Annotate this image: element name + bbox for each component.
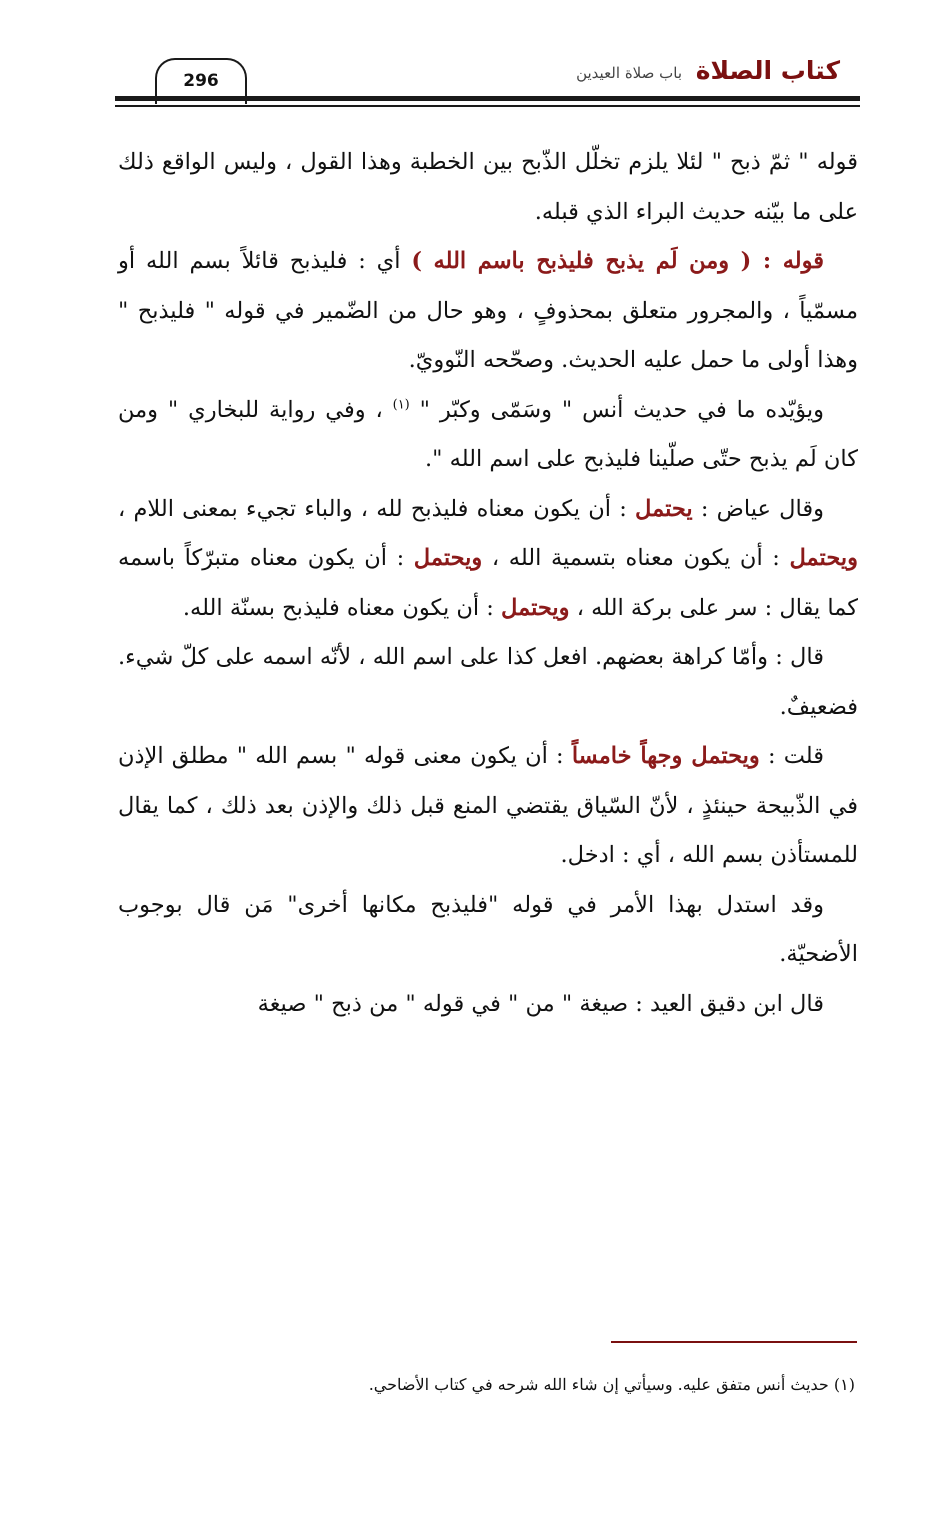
highlighted-term: ويحتمل [501, 594, 570, 621]
text-run: : أن يكون معناه فليذبح لله ، والباء تجيء بمعنى اللام ، [118, 495, 636, 522]
text-run: قال ابن دقيق العيد : صيغة " من " في قوله " من ذبح " صيغة [257, 990, 824, 1017]
highlighted-term: قوله : ( ومن لَم يذبح فليذبح باسم الله ) [411, 248, 824, 274]
book-title: كتاب الصلاة [695, 56, 840, 85]
highlighted-term: يحتمل [635, 495, 693, 522]
page-header [115, 50, 860, 112]
text-run: قوله " ثمّ ذبح " لئلا يلزم تخلّل الذّبح بين الخطبة وهذا القول ، وليس الواقع ذلك على ما بيّنه حديث البراء الذي قبله. [118, 149, 858, 225]
footnote-separator [611, 1341, 857, 1343]
highlighted-term: ويحتمل وجهاً خامساً [571, 743, 760, 769]
paragraph [118, 633, 858, 732]
highlighted-term: ويحتمل [413, 545, 483, 571]
header-rule-thick [115, 96, 860, 101]
paragraph [118, 386, 858, 485]
header-rule-thin [115, 105, 860, 107]
text-run: : أن يكون معناه متبرّكاً باسمه كما يقال : سر على بركة الله ، [118, 545, 858, 621]
text-run: ويؤيّده ما في حديث أنس " وسَمّى وكبّر " [409, 396, 824, 423]
chapter-title: باب صلاة العيدين [576, 64, 682, 82]
text-run: : أن يكون معناه بتسمية الله ، [482, 545, 790, 571]
paragraph [118, 485, 858, 634]
text-run: : أن يكون معناه فليذبح بسنّة الله. [182, 594, 502, 621]
text-run: أي : فليذبح قائلاً بسم الله أو مسمّياً ، والمجرور متعلق بمحذوفٍ ، وهو حال من الضّمير في قوله " فليذبح " وهذا أولى ما حمل عليه الحديث. وصحّحه النّوويّ. [118, 248, 858, 373]
paragraph [118, 980, 858, 1030]
text-run: ، وفي رواية للبخاري " ومن كان لَم يذبح حتّى صلّينا فليذبح على اسم الله ". [118, 396, 858, 472]
footnote-marker: (١) [392, 397, 410, 412]
text-run: قلت : [759, 743, 825, 769]
text-run: وقد استدل بهذا الأمر في قوله "فليذبح مكانها أخرى" مَن قال بوجوب الأضحيّة. [118, 891, 858, 967]
paragraph [118, 881, 858, 980]
body-text [118, 138, 858, 1029]
text-run: وقال عياض : [692, 495, 824, 522]
highlighted-term: ويحتمل [789, 545, 858, 571]
paragraph [118, 237, 858, 386]
text-run: قال : وأمّا كراهة بعضهم. افعل كذا على اسم الله ، لأنّه اسمه على كلّ شيء. فضعيفٌ. [118, 644, 858, 720]
paragraph [118, 138, 858, 237]
text-run: : أن يكون معنى قوله " بسم الله " مطلق الإذن في الذّبيحة حينئذٍ ، لأنّ السّياق يقتضي المنع قبل ذلك والإذن بعد ذلك ، كما يقال للمستأذن بسم الله ، أي : ادخل. [118, 743, 858, 868]
paragraph [118, 732, 858, 881]
footnote: (١) حديث أنس متفق عليه. وسيأتي إن شاء الله شرحه في كتاب الأضاحي. [368, 1375, 855, 1394]
page-number: 296 [183, 71, 219, 91]
